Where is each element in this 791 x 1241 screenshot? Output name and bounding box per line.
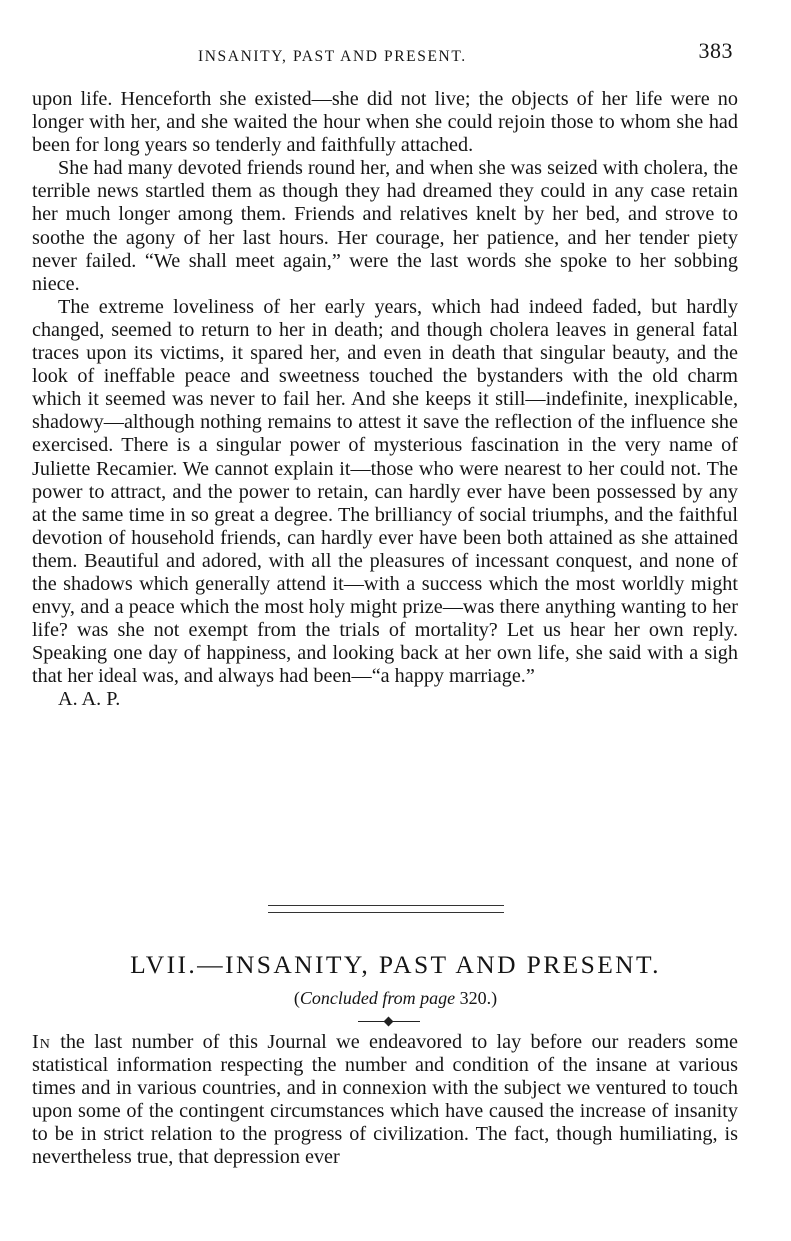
section-divider — [268, 905, 504, 913]
article-title: LVII.—INSANITY, PAST AND PRESENT. — [130, 950, 661, 979]
subtitle-page-ref: 320.) — [455, 988, 498, 1008]
page-number: 383 — [698, 38, 733, 63]
diamond-ornament-icon — [384, 1017, 394, 1027]
paragraph-text: the last number of this Journal we endeavored to lay before our readers some statistical information respecting the number and condition of the insane at various times and in various countries, and in connexion with the subject we ventured to touch upon some of the contingent circumstances which have caused the increase of insanity to be in strict relation to the progress of civilization. The fact, though humiliating, is nevertheless true, that depression ever — [32, 1031, 738, 1169]
paragraph: She had many devoted friends round her, and when she was seized with cholera, the terrible news startled them as though they had dreamed they could in any case retain her much longer among them. Friends and relatives knelt by her bed, and strove to soothe the agony of her last hours. Her courage, her patience, and her tender piety never failed. “We shall meet again,” were the last words she spoke to her sobbing niece. — [32, 157, 738, 295]
lead-word: In — [32, 1031, 51, 1053]
article-subtitle — [0, 988, 791, 1009]
running-title: INSANITY, PAST AND PRESENT. — [198, 48, 467, 65]
paragraph: The extreme loveliness of her early years, which had indeed faded, but hardly changed, seemed to return to her in death; and though cholera leaves in general fatal traces upon its victims, it spared her, and even in death that singular beauty, and the look of ineffable peace and sweetness touched the bystanders with the old charm which it seemed was never to fail her. And she keeps it still—indefinite, inexplicable, shadowy—although nothing remains to attest it save the reflection of the influence she exercised. There is a singular power of mysterious fascination in the very name of Juliette Recamier. We cannot explain it—those who were nearest to her could not. The power to attract, and the power to retain, can hardly ever have been possessed by any at the same time in so great a degree. The brilliancy of social triumphs, and the faithful devotion of household friends, can hardly ever have been both attained as she attained them. Beautiful and adored, with all the pleasures of incessant conquest, and none of the shadows which generally attend it—with a success which the most worldly might envy, and a peace which the most holy might prize—was there anything wanting to her life? was she not exempt from the trials of mortality? Let us hear her own reply. Speaking one day of happiness, and looking back at her own life, she said with a sigh that her ideal was, and always had been—“a happy marriage.” — [32, 295, 738, 688]
continued-article — [32, 88, 738, 712]
subtitle-concluded: Concluded from page — [299, 988, 456, 1008]
paragraph: upon life. Henceforth she existed—she did not live; the objects of her life were no longer with her, and she waited the hour when she could rejoin those to whom she had been for long years so tenderly and faithfully attached. — [32, 88, 738, 157]
author-signature: A. A. P. — [58, 688, 121, 711]
subtitle-open-paren: ( — [293, 988, 300, 1008]
article-body — [32, 1031, 738, 1170]
paragraph — [32, 1031, 738, 1170]
running-head — [0, 38, 791, 78]
ornament-divider — [358, 1017, 420, 1027]
